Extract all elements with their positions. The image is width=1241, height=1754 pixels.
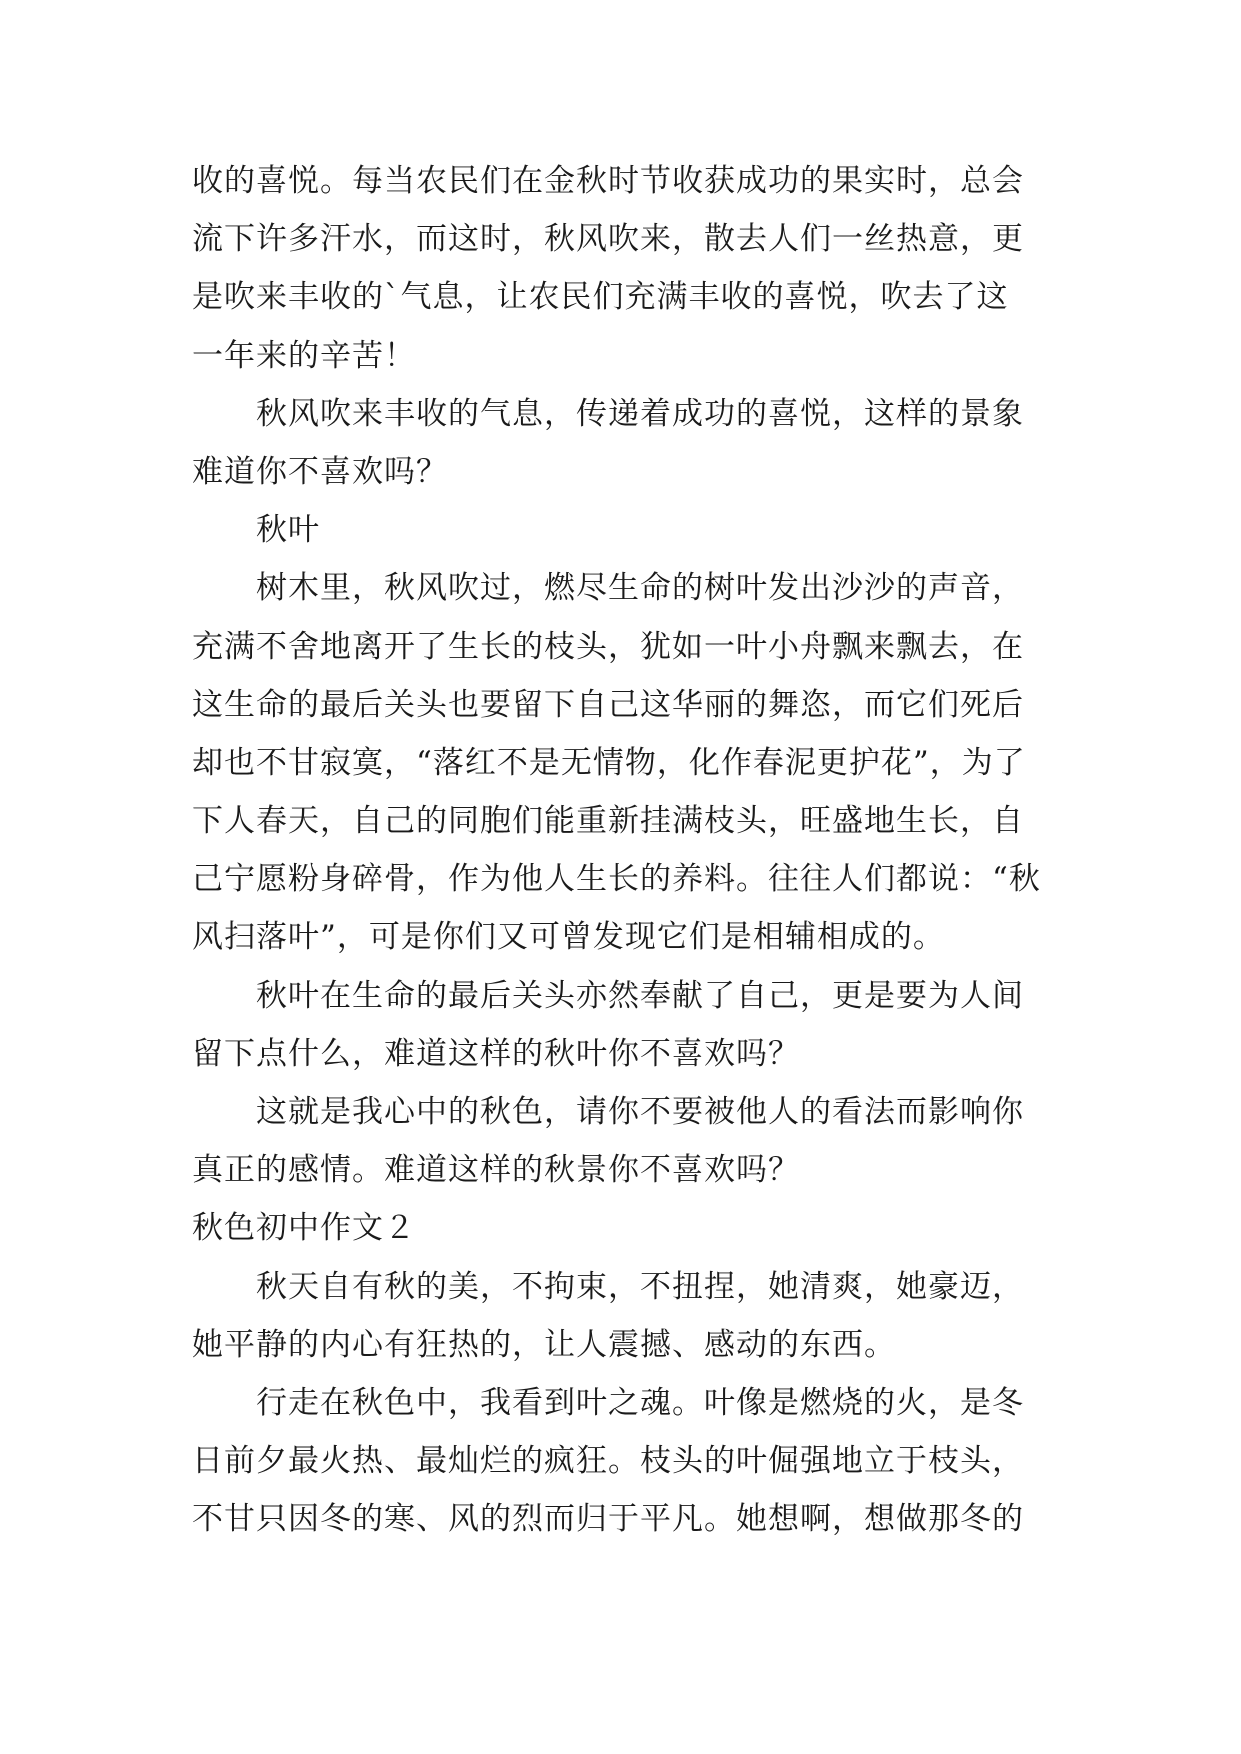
text-line: 己宁愿粉身碎骨，作为他人生长的养料。往往人们都说：“秋 [192, 861, 1041, 898]
text-line: 她平静的内心有狂热的，让人震撼、感动的东西。 [192, 1326, 896, 1363]
paragraph-start-line: 秋天自有秋的美，不拘束，不扭捏，她清爽，她豪迈， [256, 1268, 1024, 1305]
text-line: 难道你不喜欢吗？ [192, 453, 448, 490]
text-line: 下人春天，自己的同胞们能重新挂满枝头，旺盛地生长，自 [192, 803, 1024, 840]
text-line: 真正的感情。难道这样的秋景你不喜欢吗？ [192, 1152, 800, 1189]
paragraph-start-line: 秋风吹来丰收的气息，传递着成功的喜悦，这样的景象 [256, 395, 1024, 432]
text-line: 流下许多汗水，而这时，秋风吹来，散去人们一丝热意，更 [192, 221, 1024, 258]
document-body [192, 152, 1052, 1549]
paragraph-start-line: 行走在秋色中，我看到叶之魂。叶像是燃烧的火，是冬 [256, 1384, 1024, 1421]
section-subtitle: 秋叶 [256, 512, 320, 549]
text-line: 是吹来丰收的`气息，让农民们充满丰收的喜悦，吹去了这 [192, 279, 1009, 316]
text-line: 这生命的最后关头也要留下自己这华丽的舞恣，而它们死后 [192, 686, 1024, 723]
text-line: 收的喜悦。每当农民们在金秋时节收获成功的果实时，总会 [192, 163, 1024, 199]
text-line: 一年来的辛苦！ [192, 337, 416, 374]
text-line: 风扫落叶”，可是你们又可曾发现它们是相辅相成的。 [192, 919, 945, 956]
essay-title: 秋色初中作文２ [192, 1210, 416, 1247]
text-line: 却也不甘寂寞，“落红不是无情物，化作春泥更护花”，为了 [192, 744, 1026, 781]
text-line: 充满不舍地离开了生长的枝头，犹如一叶小舟飘来飘去，在 [192, 628, 1024, 665]
text-line: 留下点什么，难道这样的秋叶你不喜欢吗？ [192, 1035, 800, 1072]
text-line: 日前夕最火热、最灿烂的疯狂。枝头的叶倔强地立于枝头， [192, 1443, 1024, 1480]
text-line: 不甘只因冬的寒、风的烈而归于平凡。她想啊，想做那冬的 [192, 1501, 1024, 1538]
paragraph-start-line: 秋叶在生命的最后关头亦然奉献了自己，更是要为人间 [256, 977, 1024, 1014]
paragraph-start-line: 这就是我心中的秋色，请你不要被他人的看法而影响你 [256, 1094, 1024, 1130]
paragraph-start-line: 树木里，秋风吹过，燃尽生命的树叶发出沙沙的声音， [256, 570, 1024, 607]
